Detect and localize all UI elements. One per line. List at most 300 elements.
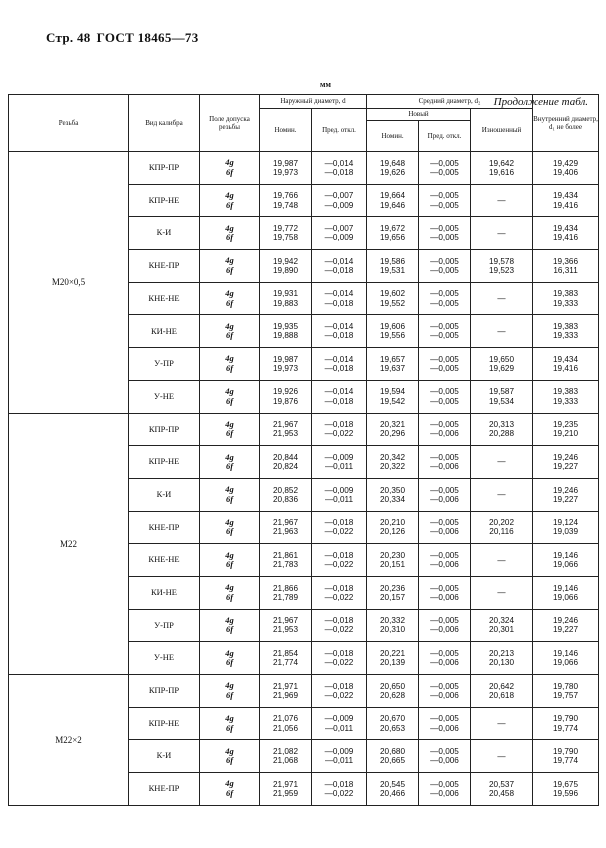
- pitch-diameter-worn-value: 20,642: [489, 681, 515, 691]
- pitch-diameter-nominal-value: 20,322: [379, 462, 406, 472]
- pitch-diameter-worn: [471, 348, 533, 381]
- pitch-diameter-worn-value: 19,578: [489, 256, 515, 266]
- outer-diameter-deviation-value: —0,018: [324, 363, 354, 373]
- inner-diameter-value: 19,146: [553, 550, 579, 560]
- gauge-type: КИ-НЕ: [129, 576, 200, 609]
- pitch-diameter-nominal-value: 19,594: [379, 387, 406, 397]
- gauge-type: КПР-НЕ: [129, 184, 200, 217]
- pitch-diameter-worn: [471, 217, 533, 250]
- inner-diameter: [533, 707, 599, 740]
- pitch-diameter-deviation-value: —0,005: [430, 298, 459, 308]
- pitch-diameter-nominal-value: 20,545: [379, 779, 406, 789]
- tolerance-field-value: 4g: [225, 680, 234, 691]
- inner-diameter-value: 19,066: [553, 592, 579, 602]
- pitch-diameter-deviation: [419, 282, 471, 315]
- outer-diameter-deviation-value: —0,018: [324, 420, 354, 430]
- pitch-diameter-worn-value: 20,116: [489, 527, 514, 537]
- table-row: [9, 152, 599, 185]
- tolerance-field: [200, 740, 260, 773]
- tolerance-field-value: 4g: [225, 451, 234, 462]
- pitch-diameter-deviation-value: —0,005: [430, 616, 459, 626]
- pitch-diameter-worn: [471, 413, 533, 446]
- thread-designation: M22: [9, 413, 129, 675]
- inner-diameter: [533, 740, 599, 773]
- tolerance-field: [200, 478, 260, 511]
- outer-diameter-deviation-value: —0,007: [324, 191, 354, 201]
- pitch-diameter-worn: [471, 740, 533, 773]
- col-outer-deviation: Пред. откл.: [312, 109, 367, 152]
- gauge-type: КПР-ПР: [129, 152, 200, 185]
- outer-diameter-nominal-value: 21,861: [272, 550, 299, 560]
- inner-diameter-value: 19,429: [553, 158, 579, 168]
- tolerance-field: [200, 348, 260, 381]
- outer-diameter-deviation: [312, 773, 367, 806]
- thread-designation: M20×0,5: [9, 152, 129, 414]
- pitch-diameter-deviation-value: —0,005: [430, 289, 459, 299]
- col-pitch-new: Новый: [367, 109, 471, 121]
- pitch-diameter-worn-value: 20,202: [489, 518, 515, 528]
- gauge-type: К-И: [129, 217, 200, 250]
- pitch-diameter-deviation-value: —0,005: [430, 648, 459, 658]
- col-outer-diameter: Наружный диаметр, d: [260, 95, 367, 109]
- pitch-diameter-deviation-value: —0,005: [430, 167, 459, 177]
- inner-diameter: [533, 576, 599, 609]
- inner-diameter-value: 19,333: [553, 396, 579, 406]
- tolerance-field: [200, 152, 260, 185]
- pitch-diameter-deviation-value: —0,005: [430, 485, 459, 495]
- outer-diameter-deviation-value: —0,014: [324, 322, 354, 332]
- pitch-diameter-deviation-value: —0,005: [430, 224, 459, 234]
- inner-diameter-value: 19,066: [553, 560, 579, 570]
- pitch-diameter-deviation-value: —0,005: [430, 191, 459, 201]
- pitch-diameter-nominal-value: 20,310: [379, 625, 406, 635]
- col-pitch-diameter: Средний диаметр, d₂: [367, 95, 533, 109]
- outer-diameter-deviation-value: —0,011: [324, 494, 354, 504]
- outer-diameter-deviation-value: —0,018: [324, 616, 354, 626]
- outer-diameter-nominal: [260, 675, 312, 708]
- outer-diameter-deviation: [312, 348, 367, 381]
- outer-diameter-nominal: [260, 217, 312, 250]
- outer-diameter-nominal-value: 19,890: [272, 265, 299, 275]
- outer-diameter-deviation: [312, 609, 367, 642]
- tolerance-field-value: 6f: [225, 199, 234, 210]
- outer-diameter-deviation-value: —0,022: [324, 592, 354, 602]
- pitch-diameter-deviation-value: —0,006: [430, 788, 459, 798]
- pitch-diameter-nominal-value: 20,680: [379, 747, 406, 757]
- pitch-diameter-deviation-value: —0,006: [430, 658, 459, 668]
- outer-diameter-deviation-value: —0,014: [324, 289, 354, 299]
- pitch-diameter-deviation-value: —0,006: [430, 494, 459, 504]
- pitch-diameter-nominal: [367, 478, 419, 511]
- inner-diameter: [533, 544, 599, 577]
- pitch-diameter-deviation: [419, 511, 471, 544]
- inner-diameter: [533, 152, 599, 185]
- pitch-diameter-nominal-value: 20,670: [379, 714, 406, 724]
- pitch-diameter-nominal: [367, 184, 419, 217]
- tolerance-field-value: 4g: [225, 745, 234, 756]
- pitch-diameter-deviation: [419, 609, 471, 642]
- units-label: мм: [320, 80, 331, 89]
- pitch-diameter-deviation-value: —0,006: [430, 690, 459, 700]
- pitch-diameter-deviation: [419, 544, 471, 577]
- pitch-diameter-worn: [471, 511, 533, 544]
- pitch-diameter-deviation: [419, 152, 471, 185]
- tolerance-field-value: 6f: [225, 689, 234, 700]
- tolerance-field-value: 4g: [225, 582, 234, 593]
- pitch-diameter-worn: [471, 250, 533, 283]
- col-pitch-worn: Изношенный: [471, 109, 533, 152]
- outer-diameter-deviation-value: —0,009: [324, 200, 354, 210]
- tolerance-field: [200, 675, 260, 708]
- outer-diameter-nominal-value: 21,959: [272, 788, 299, 798]
- inner-diameter-value: 19,246: [553, 485, 579, 495]
- tolerance-field-value: 6f: [225, 166, 234, 177]
- outer-diameter-deviation-value: —0,009: [324, 485, 354, 495]
- continuation-note: Продолжение табл.: [493, 96, 588, 108]
- pitch-diameter-nominal-value: 20,157: [379, 592, 406, 602]
- pitch-diameter-deviation-value: —0,006: [430, 625, 459, 635]
- pitch-diameter-nominal-value: 19,646: [379, 200, 406, 210]
- inner-diameter-value: 19,790: [553, 747, 579, 757]
- pitch-diameter-worn: [471, 282, 533, 315]
- outer-diameter-deviation: [312, 217, 367, 250]
- tolerance-field-value: 6f: [225, 493, 234, 504]
- outer-diameter-deviation: [312, 675, 367, 708]
- tolerance-field-value: 4g: [225, 190, 234, 201]
- tolerance-field-value: 6f: [225, 526, 234, 537]
- outer-diameter-nominal: [260, 511, 312, 544]
- pitch-diameter-nominal-value: 20,334: [379, 494, 406, 504]
- tolerance-field: [200, 217, 260, 250]
- tolerance-field-value: 6f: [225, 591, 234, 602]
- pitch-diameter-nominal: [367, 740, 419, 773]
- tolerance-field-value: 4g: [225, 353, 234, 364]
- pitch-diameter-deviation-value: —0,005: [430, 158, 459, 168]
- pitch-diameter-nominal: [367, 380, 419, 413]
- col-tolerance-field: Поле допуска резьбы: [200, 95, 260, 152]
- tolerance-field-value: 6f: [225, 461, 234, 472]
- outer-diameter-nominal-value: 19,973: [272, 167, 299, 177]
- pitch-diameter-deviation-value: —0,006: [430, 527, 459, 537]
- tolerance-field-value: 4g: [225, 647, 234, 658]
- gauge-type: КПР-ПР: [129, 675, 200, 708]
- pitch-diameter-nominal-value: 20,126: [379, 527, 406, 537]
- gauge-type: КНЕ-НЕ: [129, 544, 200, 577]
- inner-diameter-value: 19,774: [553, 756, 579, 766]
- tolerance-field-value: 6f: [225, 362, 234, 373]
- outer-diameter-nominal-value: 19,772: [272, 224, 299, 234]
- pitch-diameter-worn-value: 20,130: [489, 658, 515, 668]
- outer-diameter-nominal: [260, 446, 312, 479]
- pitch-diameter-deviation-value: —0,005: [430, 322, 459, 332]
- pitch-diameter-worn-value: 19,616: [489, 167, 515, 177]
- outer-diameter-deviation-value: —0,022: [324, 560, 354, 570]
- pitch-diameter-nominal: [367, 250, 419, 283]
- outer-diameter-deviation-value: —0,009: [324, 714, 354, 724]
- outer-diameter-deviation: [312, 446, 367, 479]
- outer-diameter-deviation: [312, 576, 367, 609]
- gauge-type: У-ПР: [129, 348, 200, 381]
- pitch-diameter-nominal-value: 19,602: [379, 289, 406, 299]
- inner-diameter-value: 19,066: [553, 658, 579, 668]
- pitch-diameter-worn-value: 20,313: [489, 420, 515, 430]
- tolerance-field-value: 6f: [225, 722, 234, 733]
- outer-diameter-nominal: [260, 413, 312, 446]
- outer-diameter-deviation-value: —0,022: [324, 625, 354, 635]
- outer-diameter-deviation: [312, 544, 367, 577]
- outer-diameter-deviation-value: —0,011: [324, 756, 354, 766]
- pitch-diameter-worn-value: —: [497, 751, 506, 761]
- pitch-diameter-worn-value: —: [497, 195, 506, 205]
- inner-diameter-value: 16,311: [553, 265, 578, 275]
- inner-diameter-value: 19,227: [553, 494, 579, 504]
- outer-diameter-deviation: [312, 413, 367, 446]
- inner-diameter-value: 19,246: [553, 616, 579, 626]
- pitch-diameter-nominal-value: 20,236: [379, 583, 406, 593]
- pitch-diameter-nominal: [367, 511, 419, 544]
- outer-diameter-deviation-value: —0,022: [324, 788, 354, 798]
- outer-diameter-nominal-value: 19,766: [272, 191, 299, 201]
- pitch-diameter-worn: [471, 576, 533, 609]
- pitch-diameter-nominal-value: 19,672: [379, 224, 406, 234]
- tolerance-field-value: 4g: [225, 386, 234, 397]
- outer-diameter-deviation-value: —0,018: [324, 779, 354, 789]
- tolerance-field-value: 4g: [225, 713, 234, 724]
- outer-diameter-deviation: [312, 511, 367, 544]
- outer-diameter-nominal: [260, 184, 312, 217]
- inner-diameter-value: 19,406: [553, 167, 579, 177]
- tolerance-field: [200, 413, 260, 446]
- inner-diameter: [533, 609, 599, 642]
- pitch-diameter-deviation-value: —0,006: [430, 560, 459, 570]
- inner-diameter: [533, 348, 599, 381]
- pitch-diameter-deviation-value: —0,005: [430, 387, 459, 397]
- inner-diameter-value: 19,146: [553, 583, 579, 593]
- gauge-type: КНЕ-ПР: [129, 250, 200, 283]
- pitch-diameter-nominal-value: 19,626: [379, 167, 406, 177]
- pitch-diameter-deviation-value: —0,005: [430, 779, 459, 789]
- inner-diameter: [533, 315, 599, 348]
- pitch-diameter-nominal-value: 19,648: [379, 158, 406, 168]
- pitch-diameter-worn: [471, 315, 533, 348]
- pitch-diameter-deviation: [419, 184, 471, 217]
- outer-diameter-deviation-value: —0,022: [324, 527, 354, 537]
- gauge-type: КНЕ-ПР: [129, 773, 200, 806]
- pitch-diameter-deviation: [419, 348, 471, 381]
- tolerance-field: [200, 642, 260, 675]
- pitch-diameter-nominal: [367, 675, 419, 708]
- pitch-diameter-deviation: [419, 478, 471, 511]
- outer-diameter-deviation-value: —0,022: [324, 690, 354, 700]
- tolerance-field-value: 4g: [225, 778, 234, 789]
- pitch-diameter-nominal-value: 20,653: [379, 723, 406, 733]
- pitch-diameter-deviation: [419, 740, 471, 773]
- pitch-diameter-nominal-value: 19,606: [379, 322, 406, 332]
- pitch-diameter-nominal-value: 20,650: [379, 681, 406, 691]
- tolerance-field-value: 4g: [225, 614, 234, 625]
- outer-diameter-nominal: [260, 707, 312, 740]
- outer-diameter-deviation: [312, 250, 367, 283]
- inner-diameter-value: 19,434: [553, 354, 579, 364]
- outer-diameter-nominal-value: 19,987: [272, 354, 299, 364]
- pitch-diameter-worn-value: 20,458: [489, 788, 515, 798]
- pitch-diameter-worn: [471, 707, 533, 740]
- outer-diameter-nominal-value: 20,844: [272, 452, 299, 462]
- col-gauge-type: Вид калибра: [129, 95, 200, 152]
- pitch-diameter-nominal-value: 20,628: [379, 690, 406, 700]
- pitch-diameter-nominal-value: 19,542: [379, 396, 406, 406]
- tolerance-field-value: 6f: [225, 330, 234, 341]
- outer-diameter-nominal-value: 21,969: [272, 690, 299, 700]
- pitch-diameter-worn: [471, 642, 533, 675]
- outer-diameter-nominal-value: 20,852: [272, 485, 299, 495]
- outer-diameter-deviation: [312, 315, 367, 348]
- pitch-diameter-deviation-value: —0,006: [430, 462, 459, 472]
- pitch-diameter-nominal: [367, 315, 419, 348]
- pitch-diameter-worn-value: —: [497, 555, 506, 565]
- inner-diameter-value: 19,246: [553, 452, 579, 462]
- pitch-diameter-nominal: [367, 642, 419, 675]
- pitch-diameter-deviation: [419, 250, 471, 283]
- gauge-type: КПР-НЕ: [129, 707, 200, 740]
- inner-diameter-value: 19,146: [553, 648, 579, 658]
- pitch-diameter-nominal: [367, 152, 419, 185]
- pitch-diameter-worn-value: 20,537: [489, 779, 515, 789]
- inner-diameter-value: 19,434: [553, 224, 579, 234]
- pitch-diameter-nominal-value: 19,656: [379, 233, 406, 243]
- outer-diameter-nominal: [260, 250, 312, 283]
- pitch-diameter-nominal-value: 20,342: [379, 452, 406, 462]
- pitch-diameter-deviation-value: —0,006: [430, 756, 459, 766]
- inner-diameter: [533, 413, 599, 446]
- tolerance-field-value: 6f: [225, 624, 234, 635]
- gauge-type: КИ-НЕ: [129, 315, 200, 348]
- outer-diameter-deviation-value: —0,009: [324, 452, 354, 462]
- inner-diameter-value: 19,596: [553, 788, 579, 798]
- pitch-diameter-deviation-value: —0,005: [430, 550, 459, 560]
- outer-diameter-nominal-value: 19,942: [272, 256, 299, 266]
- tolerance-field-value: 4g: [225, 222, 234, 233]
- outer-diameter-deviation-value: —0,007: [324, 224, 354, 234]
- outer-diameter-deviation-value: —0,009: [324, 233, 354, 243]
- pitch-diameter-nominal: [367, 576, 419, 609]
- outer-diameter-deviation: [312, 282, 367, 315]
- outer-diameter-nominal-value: 19,926: [272, 387, 299, 397]
- pitch-diameter-deviation-value: —0,005: [430, 518, 459, 528]
- inner-diameter-value: 19,383: [553, 289, 579, 299]
- gauge-type: КНЕ-НЕ: [129, 282, 200, 315]
- pitch-diameter-deviation: [419, 773, 471, 806]
- outer-diameter-deviation: [312, 478, 367, 511]
- outer-diameter-nominal-value: 19,758: [272, 233, 299, 243]
- pitch-diameter-deviation: [419, 576, 471, 609]
- inner-diameter: [533, 250, 599, 283]
- pitch-diameter-nominal-value: 20,139: [379, 658, 406, 668]
- outer-diameter-deviation-value: —0,018: [324, 167, 354, 177]
- inner-diameter: [533, 675, 599, 708]
- outer-diameter-deviation-value: —0,014: [324, 387, 354, 397]
- pitch-diameter-deviation-value: —0,005: [430, 354, 459, 364]
- outer-diameter-deviation-value: —0,018: [324, 396, 354, 406]
- col-pitch-nominal: Номин.: [367, 121, 419, 152]
- outer-diameter-deviation: [312, 152, 367, 185]
- outer-diameter-nominal-value: 19,883: [272, 298, 299, 308]
- outer-diameter-nominal-value: 21,963: [272, 527, 299, 537]
- inner-diameter-value: 19,383: [553, 322, 579, 332]
- tolerance-field: [200, 773, 260, 806]
- outer-diameter-nominal-value: 21,789: [272, 592, 299, 602]
- outer-diameter-nominal-value: 21,076: [272, 714, 299, 724]
- pitch-diameter-deviation-value: —0,005: [430, 200, 459, 210]
- pitch-diameter-worn: [471, 544, 533, 577]
- gauge-type: К-И: [129, 478, 200, 511]
- inner-diameter-value: 19,227: [553, 625, 579, 635]
- outer-diameter-deviation-value: —0,011: [324, 462, 354, 472]
- pitch-diameter-nominal-value: 19,531: [379, 265, 406, 275]
- outer-diameter-nominal-value: 19,931: [272, 289, 299, 299]
- inner-diameter: [533, 642, 599, 675]
- pitch-diameter-deviation-value: —0,005: [430, 233, 459, 243]
- outer-diameter-nominal: [260, 380, 312, 413]
- pitch-diameter-worn: [471, 478, 533, 511]
- pitch-diameter-deviation-value: —0,005: [430, 747, 459, 757]
- pitch-diameter-deviation-value: —0,005: [430, 396, 459, 406]
- tolerance-field-value: 6f: [225, 755, 234, 766]
- tolerance-field: [200, 250, 260, 283]
- pitch-diameter-nominal-value: 20,210: [379, 518, 406, 528]
- pitch-diameter-nominal-value: 20,151: [379, 560, 406, 570]
- pitch-diameter-worn: [471, 609, 533, 642]
- outer-diameter-nominal: [260, 315, 312, 348]
- outer-diameter-nominal-value: 21,967: [272, 616, 299, 626]
- inner-diameter-value: 19,416: [553, 233, 579, 243]
- pitch-diameter-nominal: [367, 413, 419, 446]
- outer-diameter-nominal: [260, 609, 312, 642]
- outer-diameter-nominal-value: 21,971: [272, 681, 299, 691]
- outer-diameter-nominal: [260, 478, 312, 511]
- pitch-diameter-worn: [471, 446, 533, 479]
- outer-diameter-deviation-value: —0,018: [324, 265, 354, 275]
- pitch-diameter-nominal-value: 20,221: [379, 648, 406, 658]
- pitch-diameter-nominal-value: 20,665: [379, 756, 406, 766]
- inner-diameter-value: 19,780: [553, 681, 579, 691]
- pitch-diameter-nominal-value: 20,350: [379, 485, 406, 495]
- pitch-diameter-worn-value: 19,629: [489, 363, 515, 373]
- inner-diameter-value: 19,333: [553, 298, 579, 308]
- inner-diameter-value: 19,333: [553, 331, 579, 341]
- pitch-diameter-deviation-value: —0,006: [430, 429, 459, 439]
- inner-diameter: [533, 511, 599, 544]
- outer-diameter-deviation-value: —0,014: [324, 158, 354, 168]
- gauge-type: У-НЕ: [129, 380, 200, 413]
- gauge-type: КПР-НЕ: [129, 446, 200, 479]
- pitch-diameter-deviation: [419, 315, 471, 348]
- pitch-diameter-deviation-value: —0,006: [430, 723, 459, 733]
- tolerance-field-value: 6f: [225, 428, 234, 439]
- pitch-diameter-worn-value: 19,587: [489, 387, 515, 397]
- pitch-diameter-deviation: [419, 380, 471, 413]
- col-inner-diameter: Внутренний диаметр, d₁ не более: [533, 95, 599, 152]
- pitch-diameter-worn-value: 19,523: [489, 265, 515, 275]
- tolerance-field: [200, 609, 260, 642]
- pitch-diameter-deviation: [419, 446, 471, 479]
- tolerance-field: [200, 380, 260, 413]
- tolerance-field-value: 4g: [225, 320, 234, 331]
- tolerance-field-value: 6f: [225, 559, 234, 570]
- tolerance-field: [200, 446, 260, 479]
- pitch-diameter-deviation-value: —0,005: [430, 331, 459, 341]
- gauge-type: КПР-ПР: [129, 413, 200, 446]
